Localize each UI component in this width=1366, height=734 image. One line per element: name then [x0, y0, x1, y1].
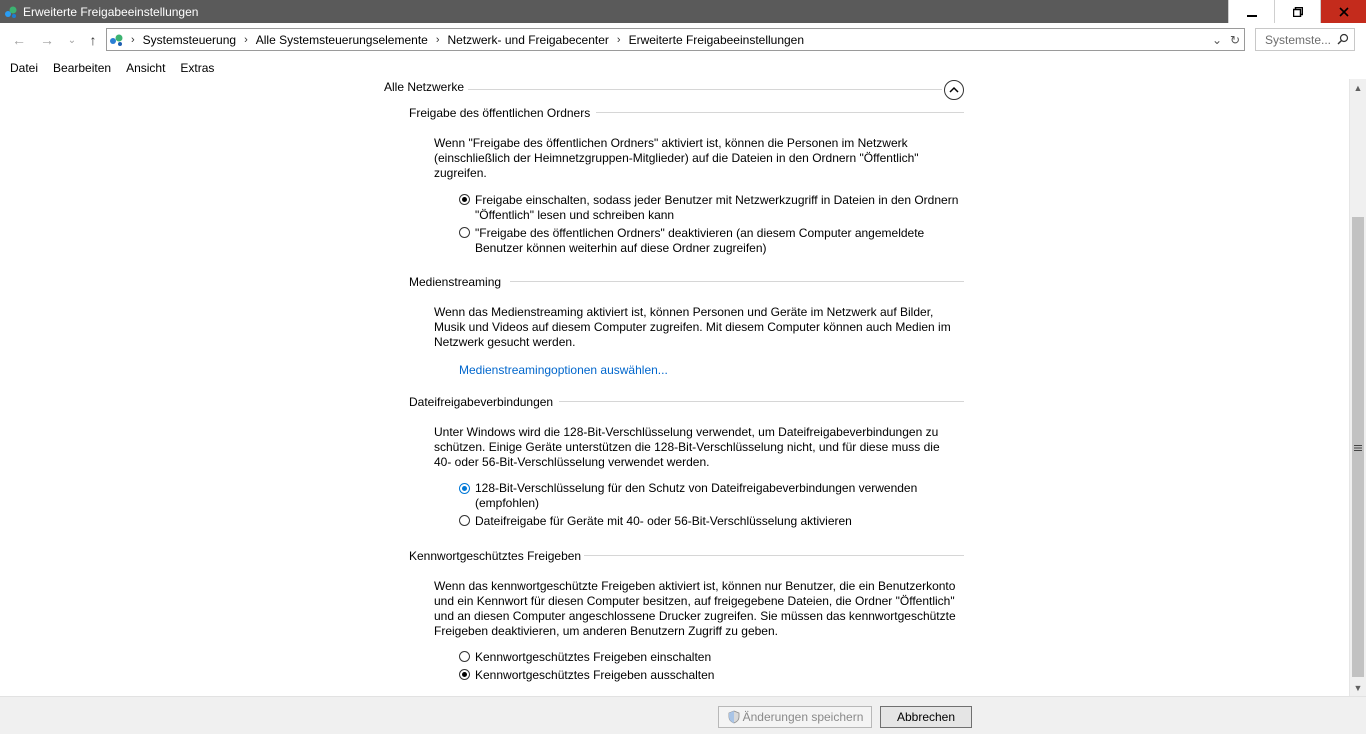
caret-up-icon: ▲ [1353, 82, 1363, 93]
encryption-40-56-label[interactable]: Dateifreigabe für Geräte mit 40- oder 56-Bit-Verschlüsselung aktivieren [475, 514, 852, 528]
scroll-down-button[interactable] [1350, 679, 1366, 696]
collapse-button[interactable] [944, 80, 964, 100]
divider [584, 555, 964, 556]
menu-datei[interactable]: Datei [10, 61, 39, 75]
section-title-public-folder: Freigabe des öffentlichen Ordners [409, 106, 591, 120]
media-streaming-options-link[interactable]: Medienstreamingoptionen auswählen... [459, 363, 668, 377]
divider [559, 401, 964, 402]
menu-ansicht[interactable]: Ansicht [126, 61, 166, 75]
close-icon [1339, 7, 1349, 17]
back-button[interactable] [10, 31, 28, 49]
password-sharing-off-radio[interactable] [459, 669, 470, 680]
refresh-icon[interactable]: ↻ [1229, 32, 1241, 47]
search-icon [1337, 33, 1349, 45]
minimize-button[interactable] [1228, 0, 1274, 23]
breadcrumb-separator: › [616, 33, 621, 46]
breadcrumb-separator: › [435, 33, 440, 46]
recent-locations-button[interactable] [63, 31, 81, 49]
breadcrumb-netzwerk[interactable]: Netzwerk- und Freigabecenter [447, 32, 609, 47]
breadcrumb-separator: › [131, 33, 135, 46]
window-title: Erweiterte Freigabeeinstellungen [23, 4, 199, 19]
encryption-40-56-radio[interactable] [459, 515, 470, 526]
file-sharing-description: Unter Windows wird die 128-Bit-Verschlüsselung verwendet, um Dateifreigabeverbindungen zu schützen. Einige Geräte unterstützen die 128-Bit-Verschlüsselung nicht, und für diese muss die 40- oder 56-Bit-Verschlüsselung verwendet werden. [434, 425, 940, 469]
search-placeholder: Systemste... [1265, 32, 1332, 47]
up-button[interactable] [84, 31, 102, 49]
forward-button[interactable] [38, 31, 56, 49]
breadcrumb-systemsteuerung[interactable]: Systemsteuerung [142, 32, 237, 47]
public-folder-description: Wenn "Freigabe des öffentlichen Ordners" aktiviert ist, können die Personen im Netzwerk (einschließlich der Heimnetzgruppen-Mitglieder) auf die Dateien in den Ordnern "Öffentlich" zugreifen. [434, 136, 919, 180]
minimize-icon [1247, 7, 1257, 17]
caret-down-icon: ▼ [1353, 682, 1363, 693]
password-sharing-on-radio[interactable] [459, 651, 470, 662]
password-sharing-off-label[interactable]: Kennwortgeschütztes Freigeben ausschalten [475, 668, 715, 682]
menu-extras[interactable]: Extras [180, 61, 215, 75]
arrow-up-icon: ↑ [89, 32, 97, 48]
encryption-128-label[interactable]: 128-Bit-Verschlüsselung für den Schutz von Dateifreigabeverbindungen verwenden (empfohlen) [475, 481, 918, 510]
save-changes-label: Änderungen speichern [742, 710, 864, 724]
breadcrumb-alle-elemente[interactable]: Alle Systemsteuerungselemente [255, 32, 428, 47]
section-title-password-sharing: Kennwortgeschütztes Freigeben [409, 549, 582, 563]
public-folder-off-label[interactable]: "Freigabe des öffentlichen Ordners" deaktivieren (an diesem Computer angemeldete Benutzer können weiterhin auf diese Ordner zugreifen) [475, 226, 925, 255]
vertical-scrollbar[interactable] [1349, 79, 1366, 696]
public-folder-on-label[interactable]: Freigabe einschalten, sodass jeder Benutzer mit Netzwerkzugriff in Dateien in den Ordnern "Öffentlich" lesen und schreiben kann [475, 193, 959, 222]
divider [468, 89, 942, 90]
address-bar[interactable] [106, 28, 1245, 51]
arrow-left-icon: ← [12, 32, 26, 48]
settings-content [0, 79, 1349, 696]
breadcrumb-separator: › [244, 33, 248, 46]
section-title-file-sharing: Dateifreigabeverbindungen [409, 395, 554, 409]
chevron-up-icon [949, 86, 959, 94]
password-sharing-on-label[interactable]: Kennwortgeschütztes Freigeben einschalten [475, 650, 712, 664]
cancel-label: Abbrechen [896, 710, 956, 724]
grip-icon [1354, 444, 1362, 452]
section-title-media-streaming: Medienstreaming [409, 275, 502, 289]
encryption-128-radio[interactable] [459, 483, 470, 494]
menu-bar [0, 57, 1366, 79]
divider [510, 281, 964, 282]
menu-bearbeiten[interactable]: Bearbeiten [53, 61, 112, 75]
chevron-down-icon: ⌄ [67, 34, 77, 46]
save-changes-button[interactable] [718, 706, 872, 728]
breadcrumb-erweiterte-freigabe[interactable]: Erweiterte Freigabeeinstellungen [628, 32, 805, 47]
divider [596, 112, 964, 113]
media-streaming-description: Wenn das Medienstreaming aktiviert ist, können Personen und Geräte im Netzwerk auf Bilder, Musik und Videos auf diesem Computer zugreifen. Mit diesem Computer können auch Medien im Netzwerk gesucht werden. [434, 305, 951, 349]
search-input[interactable] [1255, 28, 1355, 51]
arrow-right-icon: → [40, 32, 54, 48]
restore-button[interactable] [1274, 0, 1320, 23]
scroll-up-button[interactable] [1350, 79, 1366, 96]
control-panel-icon [109, 32, 127, 48]
title-bar [0, 0, 1366, 23]
group-title: Alle Netzwerke [384, 80, 465, 94]
restore-icon [1293, 7, 1303, 17]
footer-bar [0, 696, 1366, 734]
network-icon [4, 5, 18, 19]
public-folder-on-radio[interactable] [459, 194, 470, 205]
address-row [0, 23, 1366, 57]
cancel-button[interactable] [880, 706, 972, 728]
uac-shield-icon [727, 710, 741, 724]
close-button[interactable] [1320, 0, 1366, 23]
address-dropdown-icon[interactable]: ⌄ [1211, 32, 1223, 47]
public-folder-off-radio[interactable] [459, 227, 470, 238]
password-sharing-description: Wenn das kennwortgeschützte Freigeben aktiviert ist, können nur Benutzer, die ein Benutzerkonto und ein Kennwort für diesen Computer besitzen, auf freigegebene Dateien, die Ordner "Öffentlich" und an diesen Computer angeschlossene Drucker zugreifen. Sie müssen das kennwortgeschützte Freigeben deaktivieren, um anderen Benutzern Zugriff zu geben. [434, 579, 956, 638]
